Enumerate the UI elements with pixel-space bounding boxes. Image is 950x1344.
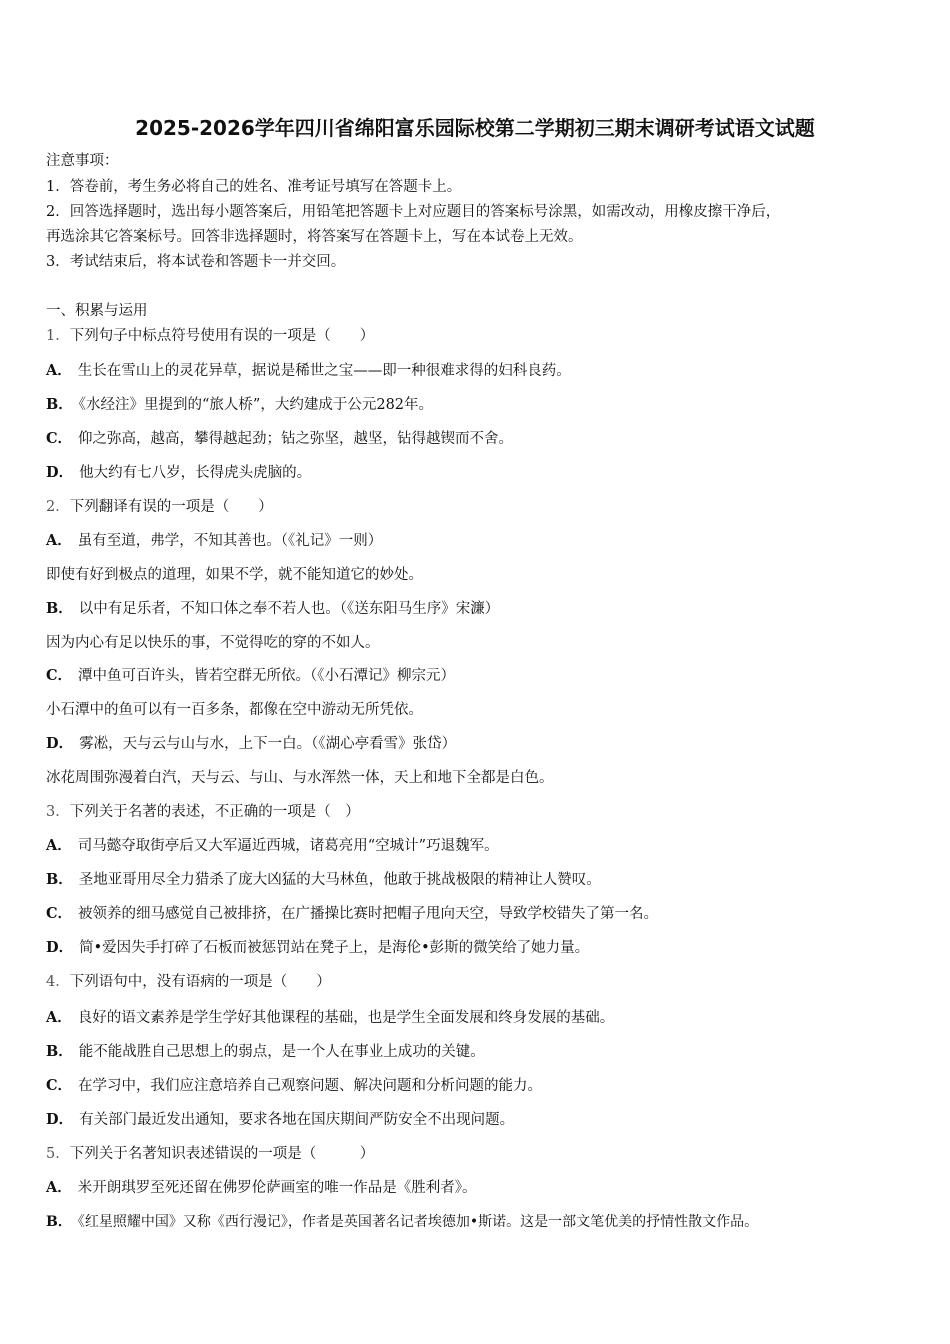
- option-b: [46, 1042, 485, 1062]
- option-label: B．: [46, 1043, 73, 1060]
- option-text: 能不能战胜自己思想上的弱点，是一个人在事业上成功的关键。: [78, 1044, 485, 1060]
- option-text: 圣地亚哥用尽全力猎杀了庞大凶猛的大马林鱼，他敢于挑战极限的精神让人赞叹。: [78, 872, 601, 888]
- option-b: [46, 395, 433, 415]
- question-stem: [46, 802, 360, 822]
- option-c: [46, 904, 658, 924]
- notice-item: 2．回答选择题时，选出每小题答案后，用铅笔把答题卡上对应题目的答案标号涂黑，如需改动，用橡皮擦干净后，: [46, 204, 781, 220]
- option-label: B．: [46, 396, 73, 413]
- option-label: A．: [46, 1009, 72, 1026]
- option-label: D．: [46, 464, 74, 481]
- option-text: 简•爱因失手打碎了石板而被惩罚站在凳子上，是海伦•彭斯的微笑给了她力量。: [79, 940, 590, 956]
- option-label: C．: [46, 1077, 73, 1094]
- option-label: B．: [46, 600, 73, 617]
- question-stem: [46, 326, 374, 346]
- option-label: C．: [46, 667, 73, 684]
- option-text: 仰之弥高，越高，攀得越起劲；钻之弥坚，越坚，钻得越锲而不舍。: [78, 431, 514, 447]
- option-c: [46, 1076, 542, 1096]
- option-a: [46, 836, 499, 856]
- question-stem: [46, 497, 273, 517]
- notice-heading: 注意事项：: [46, 153, 119, 169]
- option-a: [46, 1008, 614, 1028]
- option-text: 潭中鱼可百许头，皆若空群无所依。（《小石潭记》柳宗元）: [78, 668, 456, 684]
- option-translation: 即使有好到极点的道理，如果不学，就不能知道它的妙处。: [46, 567, 423, 583]
- option-label: A．: [46, 837, 72, 854]
- option-translation: 冰花周围弥漫着白汽，天与云、与山、与水浑然一体，天上和地下全都是白色。: [46, 770, 554, 786]
- notice-item: 3．考试结束后，将本试卷和答题卡一并交回。: [46, 254, 346, 270]
- option-a: [46, 1178, 477, 1198]
- option-text: 《水经注》里提到的“旅人桥”，大约建成于公元282年。: [78, 397, 434, 413]
- question-number: 1．: [46, 328, 70, 344]
- option-label: D．: [46, 735, 74, 752]
- option-d: [46, 463, 311, 483]
- option-text: 良好的语文素养是学生学好其他课程的基础，也是学生全面发展和终身发展的基础。: [77, 1010, 615, 1026]
- option-text: 米开朗琪罗至死还留在佛罗伦萨画室的唯一作品是《胜利者》。: [77, 1180, 477, 1196]
- option-label: C．: [46, 905, 73, 922]
- option-text: 在学习中，我们应注意培养自己观察问题、解决问题和分析问题的能力。: [78, 1078, 543, 1094]
- option-text: 有关部门最近发出通知，要求各地在国庆期间严防安全不出现问题。: [79, 1112, 515, 1128]
- option-c: [46, 429, 513, 449]
- option-label: D．: [46, 1111, 74, 1128]
- option-label: B．: [46, 871, 73, 888]
- notice-item: 1．答卷前，考生务必将自己的姓名、准考证号填写在答题卡上。: [46, 179, 462, 195]
- option-c: [46, 666, 455, 686]
- option-b: [46, 870, 601, 890]
- option-b: [46, 599, 499, 619]
- option-translation: 小石潭中的鱼可以有一百多条，都像在空中游动无所凭依。: [46, 702, 423, 718]
- option-label: A．: [46, 1179, 72, 1196]
- option-a: [46, 531, 382, 551]
- page-title: 2025-2026学年四川省绵阳富乐园际校第二学期初三期末调研考试语文试题: [135, 116, 815, 140]
- option-b: [46, 1212, 758, 1232]
- question-number: 3．: [46, 804, 70, 820]
- option-label: D．: [46, 939, 74, 956]
- question-number: 5．: [46, 1146, 70, 1162]
- question-stem: [46, 1144, 374, 1164]
- option-label: C．: [46, 430, 73, 447]
- question-stem: [46, 972, 331, 992]
- option-label: A．: [46, 362, 72, 379]
- question-number: 4．: [46, 974, 70, 990]
- option-d: [46, 938, 589, 958]
- question-number: 2．: [46, 499, 70, 515]
- option-text: 他大约有七八岁，长得虎头虎脑的。: [79, 465, 312, 481]
- notice-item: 再选涂其它答案标号。回答非选择题时，将答案写在答题卡上，写在本试卷上无效。: [46, 229, 583, 245]
- question-text: 下列关于名著的表述，不正确的一项是（ ）: [69, 804, 360, 820]
- question-text: 下列关于名著知识表述错误的一项是（ ）: [69, 1146, 375, 1162]
- option-d: [46, 1110, 514, 1130]
- option-text: 雾凇，天与云与山与水，上下一白。（《湖心亭看雪》张岱）: [79, 736, 457, 752]
- option-translation: 因为内心有足以快乐的事，不觉得吃的穿的不如人。: [46, 635, 380, 651]
- option-text: 《红星照耀中国》又称《西行漫记》，作者是英国著名记者埃德加•斯诺。这是一部文笔优美的抒情性散文作品。: [77, 1214, 759, 1230]
- question-text: 下列语句中，没有语病的一项是（ ）: [69, 974, 331, 990]
- option-label: A．: [46, 532, 72, 549]
- option-text: 生长在雪山上的灵花异草，据说是稀世之宝——即一种很难求得的妇科良药。: [77, 363, 571, 379]
- option-text: 虽有至道，弗学，不知其善也。（《礼记》一则）: [77, 533, 383, 549]
- question-text: 下列翻译有误的一项是（ ）: [69, 499, 273, 515]
- option-d: [46, 734, 456, 754]
- question-text: 下列句子中标点符号使用有误的一项是（ ）: [69, 328, 375, 344]
- option-text: 被领养的细马感觉自己被排挤，在广播操比赛时把帽子甩向天空，导致学校错失了第一名。: [78, 906, 659, 922]
- section-heading: 一、积累与运用: [46, 303, 148, 319]
- option-text: 司马懿夺取街亭后又大军逼近西城，诸葛亮用“空城计”巧退魏军。: [77, 838, 499, 854]
- option-label: B．: [46, 1214, 72, 1230]
- option-a: [46, 361, 571, 381]
- option-text: 以中有足乐者，不知口体之奉不若人也。（《送东阳马生序》宋濂）: [78, 601, 500, 617]
